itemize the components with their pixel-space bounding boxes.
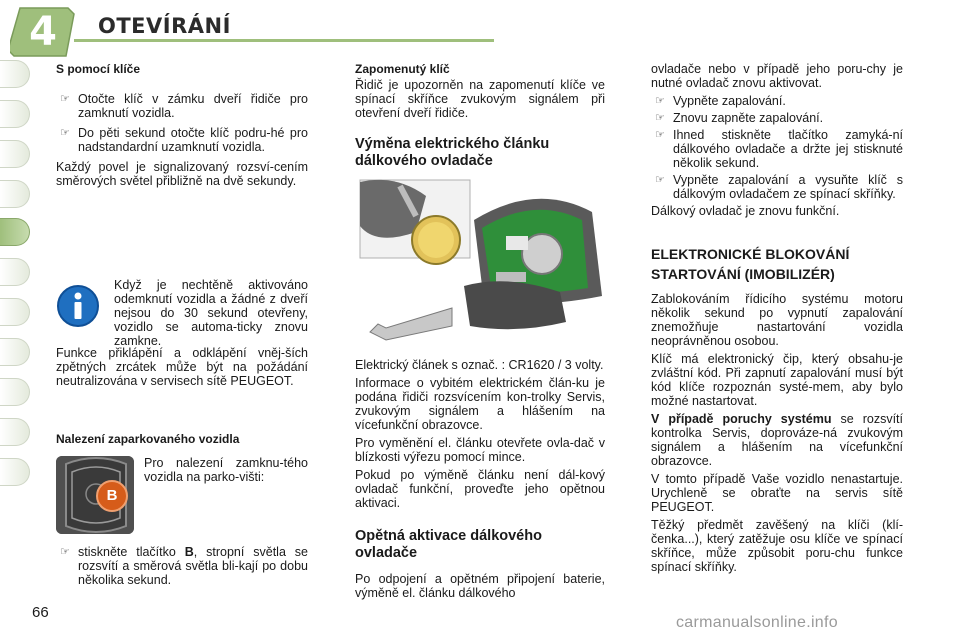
pointing-hand-icon: ☞ xyxy=(655,129,665,141)
list-item-text: Znovu zapněte zapalování. xyxy=(673,111,824,125)
button-name: B xyxy=(184,545,194,559)
list-item-text: Otočte klíč v zámku dveří řidiče pro zamknutí vozidla. xyxy=(78,92,308,120)
info-box-text xyxy=(114,278,308,348)
paragraph: Těžký předmět zavěšený na klíči (klí-čenka...), který zatěžuje osu klíče ve spínací skříňce, může způsobit poru-chu funkce spínací skříňky. xyxy=(651,518,903,574)
paragraph: Klíč má elektronický čip, který obsahu-je zvláštní kód. Při zapnutí zapalování musí být kód klíče rozpoznán systé-mem, aby bylo možné nastartovat. xyxy=(651,352,903,408)
heading-find-vehicle: Nalezení zaparkovaného vozidla xyxy=(56,432,240,446)
chapter-tab[interactable] xyxy=(0,298,30,326)
watermark: carmanualsonline.info xyxy=(676,614,838,631)
chapter-tab[interactable] xyxy=(0,258,30,286)
paragraph: Každý povel je signalizovaný rozsví-cením směrových světel přibližně na dvě sekundy. xyxy=(56,160,308,188)
b-button-label: B xyxy=(96,480,128,512)
column-2-bottom xyxy=(355,358,605,604)
heading-find-vehicle-block xyxy=(56,432,308,454)
chapter-tab[interactable] xyxy=(0,418,30,446)
paragraph: Informace o vybitém elektrickém člán-ku je podána řidiči rozsvícením kon-trolky Servis, zvukovým signálem a hlášením na vícefunkční obrazovce. xyxy=(355,376,605,432)
paragraph: V tomto případě Vaše vozidlo nenastartuje. Urychleně se obraťte na servis sítě PEUGEOT. xyxy=(651,472,903,514)
list-item xyxy=(651,94,903,108)
chapter-tab[interactable] xyxy=(0,100,30,128)
list-item xyxy=(651,128,903,170)
paragraph: ovladače nebo v případě jeho poru-chy je nutné ovladač znovu aktivovat. xyxy=(651,62,903,90)
chapter-number: 4 xyxy=(29,9,57,55)
pointing-hand-icon: ☞ xyxy=(60,127,70,139)
heading-immobilizer: ELEKTRONICKÉ BLOKOVÁNÍ STARTOVÁNÍ (IMOBILIZÉR) xyxy=(651,246,850,282)
chapter-tabs xyxy=(0,0,34,640)
paragraph: Dálkový ovladač je znovu funkční. xyxy=(651,204,840,218)
chapter-badge xyxy=(10,6,76,58)
chapter-tab[interactable] xyxy=(0,140,30,168)
list-item xyxy=(56,126,308,154)
list-item xyxy=(651,111,903,125)
list-item-text xyxy=(78,545,308,587)
list-item xyxy=(56,545,308,587)
page-title: OTEVÍRÁNÍ xyxy=(98,14,231,38)
page-number: 66 xyxy=(32,604,49,621)
column-1 xyxy=(56,62,308,192)
list-item-text: Do pěti sekund otočte klíč podru-hé pro nadstandardní uzamknutí vozidla. xyxy=(78,126,308,154)
chapter-tab[interactable] xyxy=(0,60,30,88)
remote-control-image xyxy=(56,456,134,534)
paragraph xyxy=(651,412,903,468)
chapter-tab[interactable] xyxy=(0,458,30,486)
list-item-text: Vypněte zapalování a vysuňte klíč s dálkovým ovladačem ze spínací skříňky. xyxy=(673,173,903,201)
list-item-text: Ihned stiskněte tlačítko zamyká-ní dálkového ovladače a držte jej stisknuté několik sekund. xyxy=(673,128,903,170)
paragraph: Funkce přiklápění a odklápění vněj-ších zpětných zrcátek může být na požádání neutralizována v servisech sítě PEUGEOT. xyxy=(56,346,308,388)
pointing-hand-icon: ☞ xyxy=(655,112,665,124)
column-3 xyxy=(651,62,903,578)
heading-reactivation: Opětná aktivace dálkového ovladače xyxy=(355,528,542,561)
paragraph: Pro vyměnění el. článku otevřete ovla-dač v blízkosti výřezu pomocí mince. xyxy=(355,436,605,464)
chapter-tab-active[interactable] xyxy=(0,218,30,246)
list-item xyxy=(56,92,308,120)
pointing-hand-icon: ☞ xyxy=(60,93,70,105)
paragraph: Řidič je upozorněn na zapomenutí klíče ve spínací skříňce zvukovým signálem při otevření dveří řidiče. xyxy=(355,78,605,120)
pointing-hand-icon: ☞ xyxy=(655,174,665,186)
list-item xyxy=(651,173,903,201)
info-text: Když je nechtěně aktivováno odemknutí vozidla a žádné z dveří nejsou do 30 sekund otevřeny, vozidlo se automa-ticky znovu zamkne. xyxy=(114,278,308,348)
list-item-text: Vypněte zapalování. xyxy=(673,94,786,108)
text-run: se rozsvítí kontrolka Servis, doprováze-ná zvukovým signálem a hlášením na vícefunkční obrazovce. xyxy=(651,412,903,468)
find-vehicle-steps xyxy=(56,545,308,593)
remote-key-battery-image xyxy=(356,176,602,352)
heading-forgotten-key: Zapomenutý klíč xyxy=(355,62,450,76)
chapter-tab[interactable] xyxy=(0,378,30,406)
paragraph: Elektrický článek s označ. : CR1620 / 3 volty. xyxy=(355,358,604,372)
heading-battery-replacement: Výměna elektrického článku dálkového ovladače xyxy=(355,136,550,169)
paragraph: Pokud po výměně článku není dál-kový ovladač funkční, proveďte jeho opětnou aktivaci. xyxy=(355,468,605,510)
info-icon xyxy=(56,284,100,328)
emphasis: V případě poruchy systému xyxy=(651,412,832,426)
heading-key-locking: S pomocí klíče xyxy=(56,62,141,76)
text-run: stiskněte tlačítko xyxy=(78,545,185,559)
pointing-hand-icon: ☞ xyxy=(60,546,70,558)
paragraph: Po odpojení a opětném připojení baterie, výměně el. článku dálkového xyxy=(355,572,605,600)
paragraph: Zablokováním řídicího systému motoru několik sekund po vypnutí zapalování znemožňuje nastartování vozidla neoprávněnou osobou. xyxy=(651,292,903,348)
park-text: Pro nalezení zamknu-tého vozidla na parko-višti: xyxy=(144,456,308,484)
text-run: , stropní světla se rozsvítí a směrová světla bli-kají po dobu několika sekund. xyxy=(78,545,309,587)
info-paragraph-block xyxy=(56,346,308,392)
chapter-tab[interactable] xyxy=(0,338,30,366)
chapter-tab[interactable] xyxy=(0,180,30,208)
pointing-hand-icon: ☞ xyxy=(655,95,665,107)
park-text-block xyxy=(144,456,308,484)
column-2-top xyxy=(355,62,605,176)
